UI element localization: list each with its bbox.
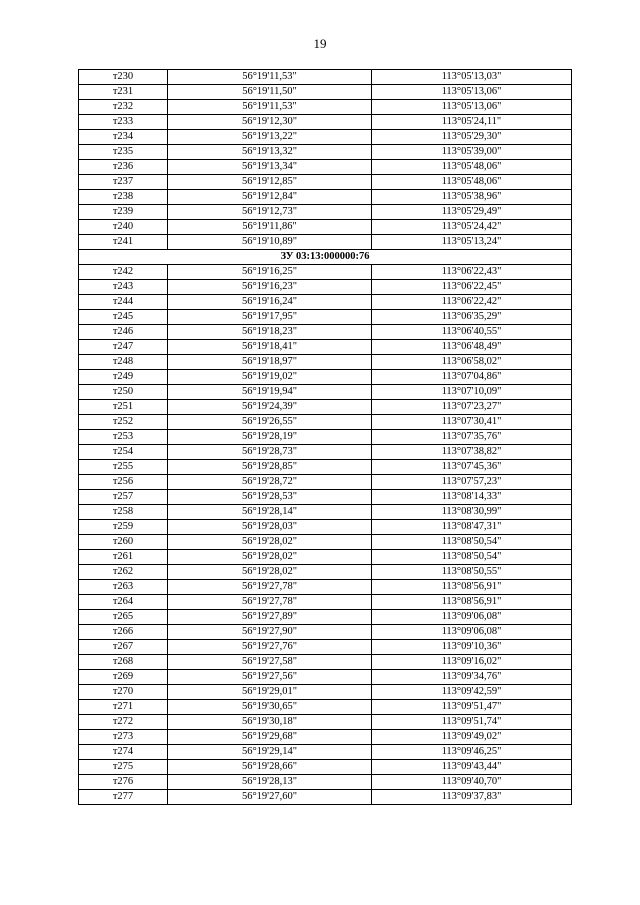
latitude-cell: 56°19'28,19" [168,430,372,445]
latitude-cell: 56°19'24,39" [168,400,372,415]
table-row [79,160,572,175]
longitude-cell: 113°07'04,86" [372,370,572,385]
latitude-cell: 56°19'17,95" [168,310,372,325]
table-row [79,520,572,535]
longitude-cell: 113°07'30,41" [372,415,572,430]
point-id-cell: т267 [79,640,168,655]
longitude-cell: 113°09'06,08" [372,610,572,625]
longitude-cell: 113°05'24,11" [372,115,572,130]
table-row [79,490,572,505]
longitude-cell: 113°08'56,91" [372,595,572,610]
latitude-cell: 56°19'18,41" [168,340,372,355]
latitude-cell: 56°19'29,01" [168,685,372,700]
longitude-cell: 113°05'13,06" [372,100,572,115]
longitude-cell: 113°09'46,25" [372,745,572,760]
longitude-cell: 113°07'38,82" [372,445,572,460]
page-number: 19 [313,36,327,51]
coordinates-table-body [79,70,572,805]
table-row [79,355,572,370]
latitude-cell: 56°19'27,58" [168,655,372,670]
table-row [79,595,572,610]
longitude-cell: 113°05'29,30" [372,130,572,145]
section-title: ЗУ 03:13:000000:76 [79,250,572,265]
table-row [79,265,572,280]
longitude-cell: 113°06'22,43" [372,265,572,280]
latitude-cell: 56°19'13,34" [168,160,372,175]
latitude-cell: 56°19'28,02" [168,550,372,565]
latitude-cell: 56°19'12,73" [168,205,372,220]
table-row [79,745,572,760]
point-id-cell: т271 [79,700,168,715]
table-row [79,400,572,415]
latitude-cell: 56°19'27,78" [168,595,372,610]
latitude-cell: 56°19'19,02" [168,370,372,385]
table-row [79,310,572,325]
point-id-cell: т230 [79,70,168,85]
longitude-cell: 113°07'23,27" [372,400,572,415]
point-id-cell: т250 [79,385,168,400]
longitude-cell: 113°05'48,06" [372,175,572,190]
table-row [79,340,572,355]
table-row [79,460,572,475]
point-id-cell: т241 [79,235,168,250]
point-id-cell: т249 [79,370,168,385]
longitude-cell: 113°09'51,74" [372,715,572,730]
longitude-cell: 113°06'22,42" [372,295,572,310]
table-row [79,100,572,115]
longitude-cell: 113°07'45,36" [372,460,572,475]
latitude-cell: 56°19'28,85" [168,460,372,475]
point-id-cell: т254 [79,445,168,460]
longitude-cell: 113°06'22,45" [372,280,572,295]
point-id-cell: т236 [79,160,168,175]
point-id-cell: т252 [79,415,168,430]
point-id-cell: т275 [79,760,168,775]
longitude-cell: 113°09'16,02" [372,655,572,670]
point-id-cell: т244 [79,295,168,310]
longitude-cell: 113°05'24,42" [372,220,572,235]
longitude-cell: 113°06'48,49" [372,340,572,355]
latitude-cell: 56°19'16,23" [168,280,372,295]
table-row [79,220,572,235]
longitude-cell: 113°09'42,59" [372,685,572,700]
longitude-cell: 113°09'34,76" [372,670,572,685]
table-row [79,475,572,490]
latitude-cell: 56°19'11,53" [168,70,372,85]
point-id-cell: т248 [79,355,168,370]
point-id-cell: т242 [79,265,168,280]
point-id-cell: т239 [79,205,168,220]
table-row [79,730,572,745]
latitude-cell: 56°19'11,86" [168,220,372,235]
latitude-cell: 56°19'27,60" [168,790,372,805]
point-id-cell: т272 [79,715,168,730]
latitude-cell: 56°19'12,30" [168,115,372,130]
table-row [79,280,572,295]
table-row [79,415,572,430]
point-id-cell: т276 [79,775,168,790]
table-row [79,295,572,310]
point-id-cell: т265 [79,610,168,625]
point-id-cell: т247 [79,340,168,355]
latitude-cell: 56°19'18,97" [168,355,372,370]
table-row [79,670,572,685]
table-row [79,535,572,550]
longitude-cell: 113°08'50,55" [372,565,572,580]
longitude-cell: 113°05'48,06" [372,160,572,175]
latitude-cell: 56°19'27,78" [168,580,372,595]
point-id-cell: т266 [79,625,168,640]
latitude-cell: 56°19'27,76" [168,640,372,655]
latitude-cell: 56°19'11,53" [168,100,372,115]
point-id-cell: т246 [79,325,168,340]
table-row [79,790,572,805]
point-id-cell: т231 [79,85,168,100]
latitude-cell: 56°19'12,84" [168,190,372,205]
point-id-cell: т274 [79,745,168,760]
point-id-cell: т273 [79,730,168,745]
table-row [79,550,572,565]
table-row [79,775,572,790]
table-row [79,685,572,700]
longitude-cell: 113°07'57,23" [372,475,572,490]
latitude-cell: 56°19'27,90" [168,625,372,640]
latitude-cell: 56°19'28,02" [168,565,372,580]
latitude-cell: 56°19'28,53" [168,490,372,505]
latitude-cell: 56°19'27,56" [168,670,372,685]
point-id-cell: т256 [79,475,168,490]
table-row [79,640,572,655]
table-row [79,655,572,670]
point-id-cell: т263 [79,580,168,595]
longitude-cell: 113°05'29,49" [372,205,572,220]
section-header-row [79,250,572,265]
table-row [79,445,572,460]
table-row [79,190,572,205]
latitude-cell: 56°19'29,14" [168,745,372,760]
longitude-cell: 113°05'13,06" [372,85,572,100]
point-id-cell: т233 [79,115,168,130]
point-id-cell: т264 [79,595,168,610]
point-id-cell: т243 [79,280,168,295]
point-id-cell: т240 [79,220,168,235]
longitude-cell: 113°05'13,03" [372,70,572,85]
table-row [79,115,572,130]
longitude-cell: 113°05'38,96" [372,190,572,205]
latitude-cell: 56°19'19,94" [168,385,372,400]
latitude-cell: 56°19'12,85" [168,175,372,190]
table-row [79,700,572,715]
longitude-cell: 113°08'56,91" [372,580,572,595]
table-row [79,625,572,640]
latitude-cell: 56°19'30,65" [168,700,372,715]
point-id-cell: т238 [79,190,168,205]
latitude-cell: 56°19'16,25" [168,265,372,280]
table-row [79,205,572,220]
longitude-cell: 113°05'39,00" [372,145,572,160]
longitude-cell: 113°08'30,99" [372,505,572,520]
table-row [79,430,572,445]
latitude-cell: 56°19'28,73" [168,445,372,460]
point-id-cell: т235 [79,145,168,160]
point-id-cell: т251 [79,400,168,415]
longitude-cell: 113°09'51,47" [372,700,572,715]
latitude-cell: 56°19'27,89" [168,610,372,625]
latitude-cell: 56°19'28,13" [168,775,372,790]
table-row [79,325,572,340]
latitude-cell: 56°19'28,02" [168,535,372,550]
table-row [79,85,572,100]
table-row [79,175,572,190]
point-id-cell: т237 [79,175,168,190]
point-id-cell: т234 [79,130,168,145]
table-row [79,580,572,595]
longitude-cell: 113°08'47,31" [372,520,572,535]
longitude-cell: 113°06'40,55" [372,325,572,340]
longitude-cell: 113°09'06,08" [372,625,572,640]
point-id-cell: т258 [79,505,168,520]
latitude-cell: 56°19'16,24" [168,295,372,310]
table-row [79,145,572,160]
table-row [79,505,572,520]
point-id-cell: т253 [79,430,168,445]
table-row [79,385,572,400]
latitude-cell: 56°19'18,23" [168,325,372,340]
longitude-cell: 113°07'35,76" [372,430,572,445]
point-id-cell: т262 [79,565,168,580]
latitude-cell: 56°19'10,89" [168,235,372,250]
point-id-cell: т255 [79,460,168,475]
latitude-cell: 56°19'26,55" [168,415,372,430]
latitude-cell: 56°19'11,50" [168,85,372,100]
coordinates-table [78,69,572,805]
point-id-cell: т269 [79,670,168,685]
latitude-cell: 56°19'13,22" [168,130,372,145]
longitude-cell: 113°08'14,33" [372,490,572,505]
table-row [79,760,572,775]
longitude-cell: 113°05'13,24" [372,235,572,250]
latitude-cell: 56°19'29,68" [168,730,372,745]
longitude-cell: 113°07'10,09" [372,385,572,400]
point-id-cell: т260 [79,535,168,550]
point-id-cell: т277 [79,790,168,805]
point-id-cell: т259 [79,520,168,535]
longitude-cell: 113°09'37,83" [372,790,572,805]
point-id-cell: т270 [79,685,168,700]
latitude-cell: 56°19'30,18" [168,715,372,730]
longitude-cell: 113°09'10,36" [372,640,572,655]
table-row [79,715,572,730]
longitude-cell: 113°06'58,02" [372,355,572,370]
table-row [79,565,572,580]
point-id-cell: т245 [79,310,168,325]
point-id-cell: т232 [79,100,168,115]
latitude-cell: 56°19'13,32" [168,145,372,160]
longitude-cell: 113°09'49,02" [372,730,572,745]
point-id-cell: т268 [79,655,168,670]
table-row [79,370,572,385]
table-row [79,130,572,145]
longitude-cell: 113°09'40,70" [372,775,572,790]
latitude-cell: 56°19'28,03" [168,520,372,535]
point-id-cell: т261 [79,550,168,565]
longitude-cell: 113°09'43,44" [372,760,572,775]
table-row [79,610,572,625]
latitude-cell: 56°19'28,14" [168,505,372,520]
latitude-cell: 56°19'28,72" [168,475,372,490]
longitude-cell: 113°08'50,54" [372,550,572,565]
point-id-cell: т257 [79,490,168,505]
longitude-cell: 113°08'50,54" [372,535,572,550]
longitude-cell: 113°06'35,29" [372,310,572,325]
table-row [79,235,572,250]
latitude-cell: 56°19'28,66" [168,760,372,775]
table-row [79,70,572,85]
